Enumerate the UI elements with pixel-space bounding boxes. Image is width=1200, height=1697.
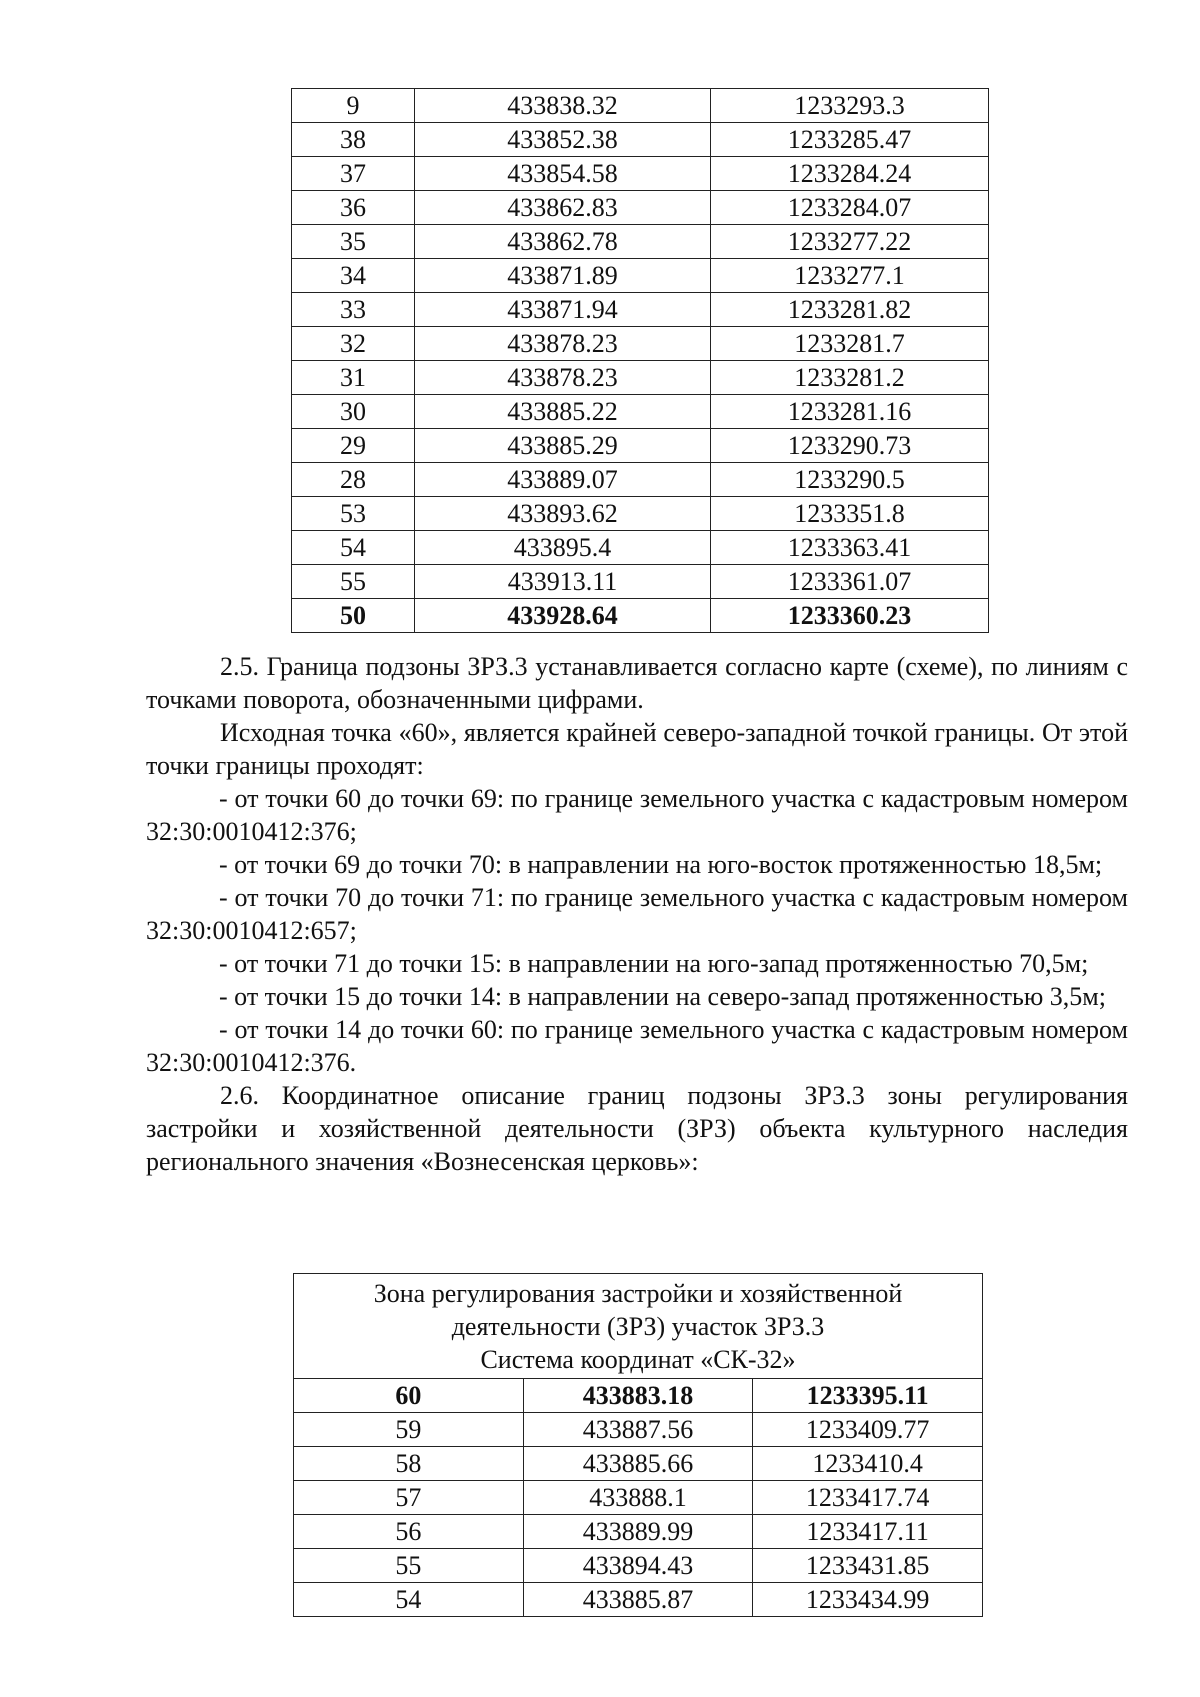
point-number-cell: 54 [292,531,415,565]
point-number-cell: 30 [292,395,415,429]
coordinates-table-zrz3 [293,1273,983,1617]
point-number-cell: 58 [294,1447,524,1481]
y-coordinate-cell: 1233281.82 [711,293,989,327]
table-row [294,1549,983,1583]
paragraph: 2.6. Координатное описание границ подзоны ЗРЗ.3 зоны регулирования застройки и хозяйственной деятельности (ЗРЗ) объекта культурного наследия регионального значения «Вознесенская церковь»: [146,1081,1128,1176]
table2-header-line: Система координат «СК-32» [480,1344,796,1374]
table2-header-cell [294,1274,983,1379]
table-row [292,191,989,225]
x-coordinate-cell: 433878.23 [415,327,711,361]
table-row [292,327,989,361]
y-coordinate-cell: 1233417.74 [753,1481,983,1515]
y-coordinate-cell: 1233351.8 [711,497,989,531]
paragraph: - от точки 71 до точки 15: в направлении на юго-запад протяженностью 70,5м; [219,949,1089,978]
y-coordinate-cell: 1233409.77 [753,1413,983,1447]
table1-body [292,89,989,633]
table-row [292,429,989,463]
table-row [292,361,989,395]
x-coordinate-cell: 433871.89 [415,259,711,293]
point-number-cell: 32 [292,327,415,361]
table-row [292,89,989,123]
x-coordinate-cell: 433883.18 [523,1379,753,1413]
table-row [292,123,989,157]
point-number-cell: 35 [292,225,415,259]
x-coordinate-cell: 433838.32 [415,89,711,123]
y-coordinate-cell: 1233395.11 [753,1379,983,1413]
point-number-cell: 36 [292,191,415,225]
table-row [292,463,989,497]
x-coordinate-cell: 433928.64 [415,599,711,633]
coordinates-table-continued [291,88,989,633]
y-coordinate-cell: 1233277.1 [711,259,989,293]
y-coordinate-cell: 1233281.2 [711,361,989,395]
table-row [292,565,989,599]
x-coordinate-cell: 433894.43 [523,1549,753,1583]
paragraph: - от точки 69 до точки 70: в направлении на юго-восток протяженностью 18,5м; [219,850,1103,879]
point-number-cell: 38 [292,123,415,157]
x-coordinate-cell: 433888.1 [523,1481,753,1515]
x-coordinate-cell: 433889.07 [415,463,711,497]
x-coordinate-cell: 433885.22 [415,395,711,429]
x-coordinate-cell: 433895.4 [415,531,711,565]
y-coordinate-cell: 1233361.07 [711,565,989,599]
point-number-cell: 57 [294,1481,524,1515]
x-coordinate-cell: 433862.83 [415,191,711,225]
table-row [292,531,989,565]
paragraph: - от точки 70 до точки 71: по границе земельного участка с кадастровым номером 32:30:0010412:657; [146,883,1128,945]
table-row [292,599,989,633]
y-coordinate-cell: 1233363.41 [711,531,989,565]
table-row [294,1379,983,1413]
point-number-cell: 33 [292,293,415,327]
x-coordinate-cell: 433878.23 [415,361,711,395]
paragraph: 2.5. Граница подзоны ЗРЗ.3 устанавливается согласно карте (схеме), по линиям с точками поворота, обозначенными цифрами. [146,652,1128,714]
x-coordinate-cell: 433862.78 [415,225,711,259]
x-coordinate-cell: 433885.29 [415,429,711,463]
paragraph: - от точки 60 до точки 69: по границе земельного участка с кадастровым номером 32:30:0010412:376; [146,784,1128,846]
point-number-cell: 55 [294,1549,524,1583]
y-coordinate-cell: 1233410.4 [753,1447,983,1481]
point-number-cell: 56 [294,1515,524,1549]
y-coordinate-cell: 1233290.73 [711,429,989,463]
y-coordinate-cell: 1233281.16 [711,395,989,429]
point-number-cell: 29 [292,429,415,463]
x-coordinate-cell: 433871.94 [415,293,711,327]
table-row [292,157,989,191]
x-coordinate-cell: 433893.62 [415,497,711,531]
table-row [294,1515,983,1549]
y-coordinate-cell: 1233284.24 [711,157,989,191]
table2-header-line: Зона регулирования застройки и хозяйственной [373,1278,903,1308]
y-coordinate-cell: 1233277.22 [711,225,989,259]
y-coordinate-cell: 1233431.85 [753,1549,983,1583]
paragraph: Исходная точка «60», является крайней северо-западной точкой границы. От этой точки границы проходят: [146,718,1128,780]
y-coordinate-cell: 1233293.3 [711,89,989,123]
point-number-cell: 9 [292,89,415,123]
point-number-cell: 59 [294,1413,524,1447]
point-number-cell: 34 [292,259,415,293]
table-row [294,1447,983,1481]
paragraph: - от точки 15 до точки 14: в направлении на северо-запад протяженностью 3,5м; [219,982,1106,1011]
y-coordinate-cell: 1233434.99 [753,1583,983,1617]
y-coordinate-cell: 1233285.47 [711,123,989,157]
table-row [292,293,989,327]
table-row [292,497,989,531]
point-number-cell: 28 [292,463,415,497]
table-row [294,1583,983,1617]
x-coordinate-cell: 433852.38 [415,123,711,157]
x-coordinate-cell: 433854.58 [415,157,711,191]
x-coordinate-cell: 433885.87 [523,1583,753,1617]
y-coordinate-cell: 1233360.23 [711,599,989,633]
x-coordinate-cell: 433889.99 [523,1515,753,1549]
point-number-cell: 37 [292,157,415,191]
table-row [292,395,989,429]
table-row [292,225,989,259]
y-coordinate-cell: 1233284.07 [711,191,989,225]
point-number-cell: 54 [294,1583,524,1617]
point-number-cell: 50 [292,599,415,633]
y-coordinate-cell: 1233290.5 [711,463,989,497]
table-row [292,259,989,293]
x-coordinate-cell: 433887.56 [523,1413,753,1447]
table2-header-line: деятельности (ЗРЗ) участок ЗРЗ.3 [451,1311,825,1341]
y-coordinate-cell: 1233281.7 [711,327,989,361]
table2-header-row [294,1274,983,1379]
paragraph: - от точки 14 до точки 60: по границе земельного участка с кадастровым номером 32:30:0010412:376. [146,1015,1128,1077]
x-coordinate-cell: 433885.66 [523,1447,753,1481]
table-row [294,1481,983,1515]
x-coordinate-cell: 433913.11 [415,565,711,599]
point-number-cell: 60 [294,1379,524,1413]
point-number-cell: 55 [292,565,415,599]
point-number-cell: 31 [292,361,415,395]
table-row [294,1413,983,1447]
body-text [146,650,1128,1178]
table2-body [294,1274,983,1617]
y-coordinate-cell: 1233417.11 [753,1515,983,1549]
point-number-cell: 53 [292,497,415,531]
